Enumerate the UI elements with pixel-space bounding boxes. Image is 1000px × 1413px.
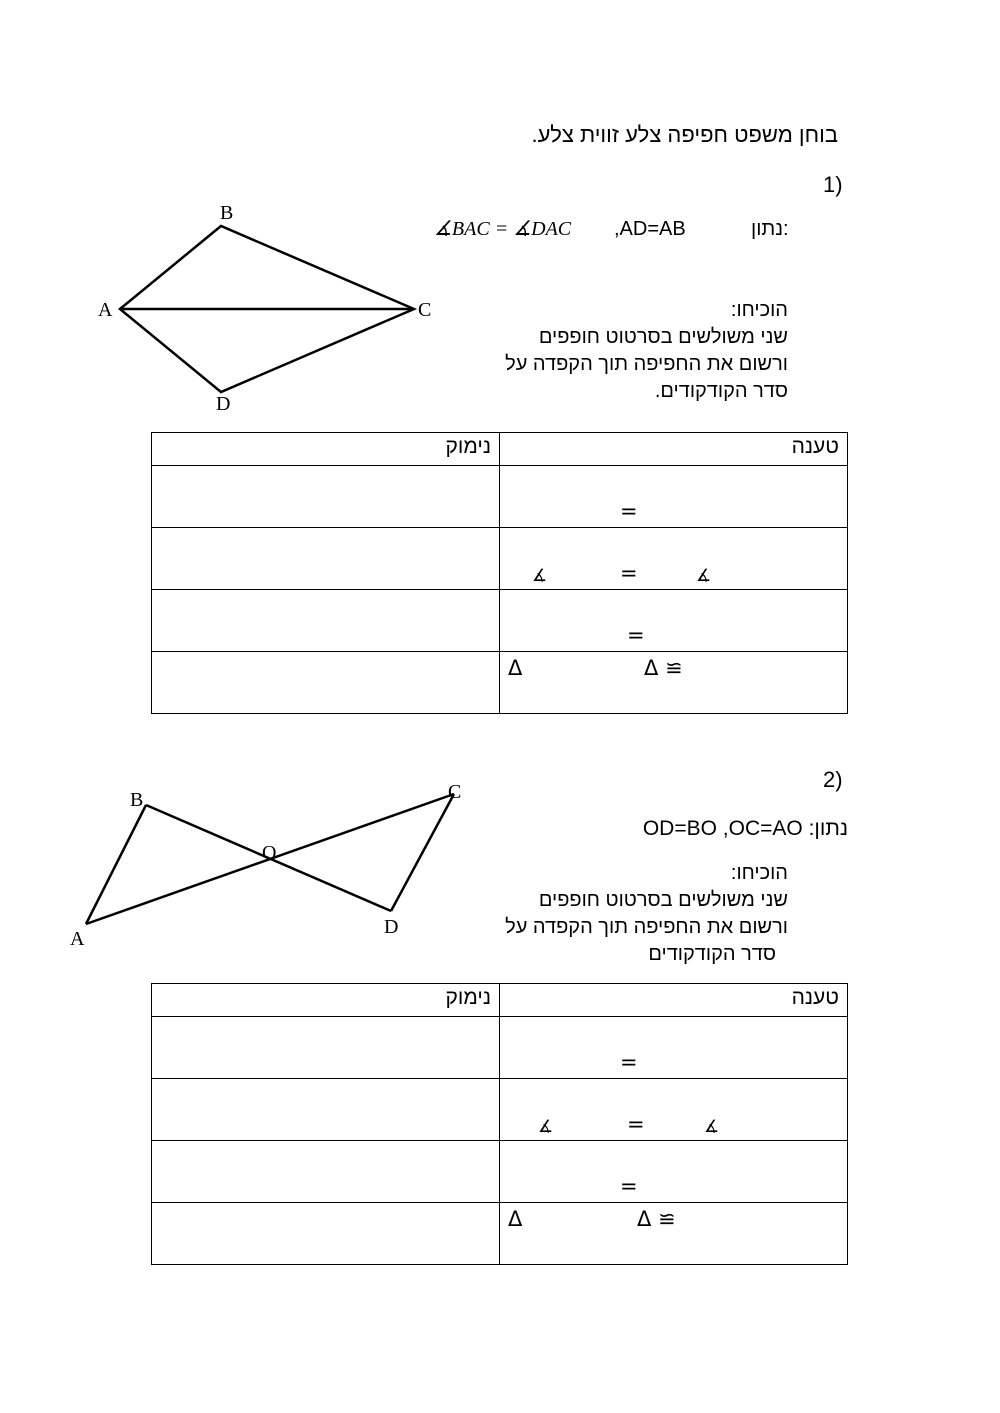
q2-reason-cell-4[interactable] (152, 1203, 500, 1265)
q2-reason-cell-1[interactable] (152, 1017, 500, 1079)
q1-prove-line-2: ורשום את החפיפה תוך הקפדה על (505, 353, 788, 375)
q2-reason-header: נימוק (152, 984, 500, 1017)
q2-claim-cell-1[interactable] (500, 1017, 848, 1079)
q1-label-b: B (220, 202, 234, 224)
q2-prove-line-3: סדר הקודקודים (648, 943, 776, 965)
q1-reason-cell-3[interactable] (152, 590, 500, 652)
q2-label-d: D (384, 916, 399, 938)
q2-claim-cell-3[interactable] (500, 1141, 848, 1203)
q2-segment-cd (391, 794, 454, 911)
q1-reason-header: נימוק (152, 433, 500, 466)
q1-label-d: D (216, 393, 231, 415)
q1-proof-table (151, 432, 848, 714)
q1-reason-cell-2[interactable] (152, 528, 500, 590)
q1-claim-cell-3[interactable] (500, 590, 848, 652)
q2-prove-line-2: ורשום את החפיפה תוך הקפדה על (505, 916, 788, 938)
q1-claim-cell-1[interactable] (500, 466, 848, 528)
equals-sign: = (620, 1174, 638, 1198)
equals-sign: = (627, 1112, 645, 1136)
q2-label-b: B (130, 789, 144, 811)
triangle-symbol: Δ (508, 1207, 523, 1231)
page-title: בוחן משפט חפיפה צלע זווית צלע. (531, 122, 838, 147)
q2-claim-header: טענה (500, 984, 848, 1017)
q1-diagram (90, 195, 450, 420)
q1-reason-cell-4[interactable] (152, 652, 500, 714)
q1-given-label: נתון: (751, 218, 789, 240)
q2-prove-line-1: שני משולשים בסרטוט חופפים (538, 889, 788, 911)
question-2-number: 2) (823, 767, 843, 792)
q1-label-a: A (98, 299, 113, 321)
triangle-symbol: Δ (508, 656, 523, 680)
q2-diagram (60, 775, 480, 955)
question-1-number: 1) (823, 172, 843, 197)
angle-symbol: ∡ (538, 1117, 554, 1137)
q2-prove-label: הוכיחו: (730, 862, 788, 884)
q1-prove-line-3: סדר הקודקודים. (654, 380, 788, 402)
q2-given: נתון: OD=BO ,OC=AO (642, 817, 848, 840)
q2-label-o: O (262, 842, 277, 864)
q1-prove-label: הוכיחו: (730, 299, 788, 321)
q2-claim-cell-4[interactable] (500, 1203, 848, 1265)
equals-sign: = (620, 1050, 638, 1074)
q2-reason-cell-2[interactable] (152, 1079, 500, 1141)
q2-claim-cell-2[interactable] (500, 1079, 848, 1141)
q1-prove-line-1: שני משולשים בסרטוט חופפים (538, 326, 788, 348)
angle-symbol: ∡ (532, 566, 548, 586)
q2-reason-cell-3[interactable] (152, 1141, 500, 1203)
q1-claim-header: טענה (500, 433, 848, 466)
angle-symbol: ∡ (704, 1117, 720, 1137)
equals-sign: = (620, 499, 638, 523)
q2-proof-table (151, 983, 848, 1265)
q2-label-a: A (70, 928, 85, 950)
congruent-triangle-symbol: ≅ Δ (644, 656, 683, 680)
q1-claim-cell-4[interactable] (500, 652, 848, 714)
q1-label-c: C (418, 299, 432, 321)
q2-label-c: C (448, 781, 462, 803)
q1-given-angles: ∡BAC = ∡DAC (434, 218, 572, 240)
congruent-triangle-symbol: ≅ Δ (637, 1207, 676, 1231)
q1-given-sides: ,AD=AB (614, 218, 686, 240)
equals-sign: = (627, 623, 645, 647)
q1-claim-cell-2[interactable] (500, 528, 848, 590)
angle-symbol: ∡ (696, 566, 712, 586)
equals-sign: = (620, 561, 638, 585)
q1-reason-cell-1[interactable] (152, 466, 500, 528)
